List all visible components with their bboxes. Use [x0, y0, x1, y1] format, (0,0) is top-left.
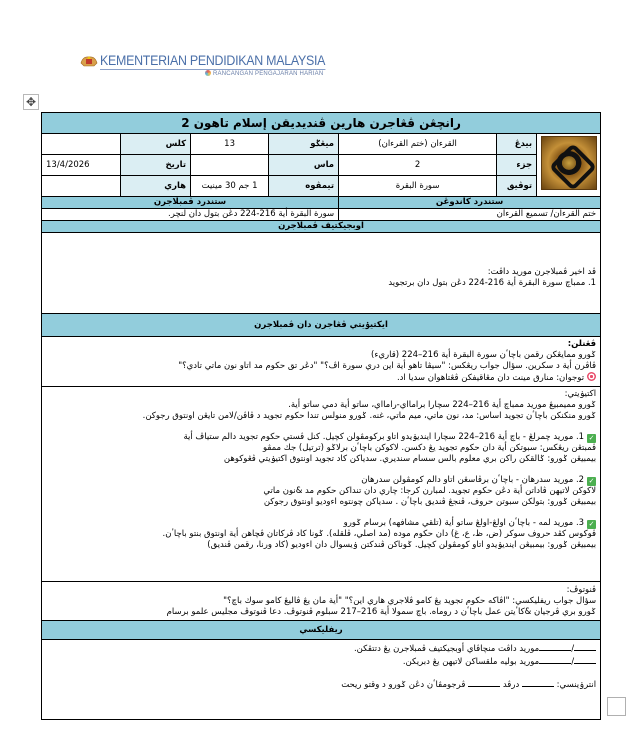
- activities-heading: ايكتيۏيتي ڤڠاجرن دان ڤمبلاجرن: [42, 314, 601, 337]
- tajuk-label: توڤيق: [497, 176, 537, 197]
- standard-pembelajaran-label: ستندرد ڤمبلاجرن: [42, 197, 339, 209]
- blank-field[interactable]: [574, 642, 596, 651]
- group-line: بيمبيڠن ݢورو: ݢالقكن راكن بري معلوم بالس سسام سنديري. سدياكن كاد تجويد اونتوق اكتيۏيتي ڤڠوكوهن: [223, 454, 597, 464]
- penutup-line: ݢورو بري ڤرجيان &كاٴيتن عمل باچاٴن د روماه. باچ سمولا أية 216–217 سبلوم ڤنوتوڤ. دعا ڤنوتوڤ مجليس علمو برسام: [166, 607, 597, 617]
- page-title: رانچڠن ڤڠاجرن هارين ڤنديديقن إسلام تاهون 2: [42, 113, 601, 134]
- document-type: [205, 70, 323, 77]
- objective-heading: اوبجيكتيف ڤمبلاجرن: [42, 221, 601, 233]
- group-title: [46, 432, 596, 443]
- aktiviti-section: [42, 387, 601, 582]
- reflection-heading: ريفليكسي: [42, 621, 601, 640]
- group-title-text: 2. موريد سدرهان - باچاٴن برڤاسڠن اتاو دالم كومڤولن سدرهان: [361, 475, 585, 485]
- checkmark-icon: ✓: [588, 520, 595, 528]
- target-icon: [587, 372, 596, 381]
- reflection-line-objective: [46, 642, 596, 655]
- tempoh-label: تيمڤوه: [269, 176, 339, 197]
- bidang-label: بيدڠ: [497, 134, 537, 155]
- objective-section: [42, 233, 601, 314]
- intervensi-line: [46, 678, 596, 691]
- set-induksi-line: ڤاڤرن أية د سكرين. سؤال جواب ريڠكس: "سيڤا تاهو أية اين دري سورة اڤ؟" "دڠر تق حكوم مد اتاو نون ماتي تادي؟": [178, 361, 597, 371]
- group-line: ڤوكوس كڤد حروف سوكر (ض، ظ، ع، غ) دان حكوم موده (مد اصلي، ڤلقله). ݢونا كاد ڤركاتان ڤچاهن أية اونتوق بنتو باچاٴن.: [162, 529, 597, 539]
- juzuk-value: 2: [339, 155, 497, 176]
- tarikh-label: تاريخ: [121, 155, 191, 176]
- hari-label: هاري: [121, 176, 191, 197]
- objective-intro: ڤد اخير ڤمبلاجرن موريد داڤت:: [487, 267, 597, 277]
- penutup-label: ڤنوتوڤ:: [566, 585, 597, 595]
- aktiviti-label: اكتيۏيتي:: [564, 389, 597, 399]
- quran-image-cell: [537, 134, 601, 197]
- tajuk-value: سورة البقرة: [339, 176, 497, 197]
- blank-field[interactable]: [574, 655, 596, 664]
- blank-field[interactable]: [522, 678, 554, 687]
- ministry-name: KEMENTERIAN PENDIDIKAN MALAYSIA: [100, 53, 326, 68]
- document-type-label: RANCANGAN PENGAJARAN HARIAN: [213, 71, 324, 77]
- standard-pembelajaran-value: سورة البقرة أية 216-224 دڠن بتول دان لنچر.: [42, 209, 339, 221]
- reflection-text: موريد داڤت منچاڤاي أوبجيكتيف ڤمبلاجرن يڠ دتتڤكن.: [353, 644, 540, 654]
- aktiviti-intro: ݢورو مميمبيڠ موريد ممباچ أية 216–224 سچارا برامااي-رامااي، ساتو أية دمي ساتو أية.: [288, 400, 597, 410]
- group-line: ڤمبتڠن ريڠكس: سبوتكن أية دان حكوم تجويد يڠ دكسن. لاكوكن باچاٴن برلاݢو (ترتيل) جك ممڤو: [262, 443, 597, 453]
- minggu-value: 13: [191, 134, 269, 155]
- reflection-section: [42, 640, 601, 720]
- hari-value: [42, 176, 121, 197]
- standard-kandungan-label: ستندرد كاندوڠن: [339, 197, 601, 209]
- masa-label: ماس: [269, 155, 339, 176]
- set-induksi-label: ڤڠنلن:: [567, 339, 597, 349]
- minggu-label: ميڠݢو: [269, 134, 339, 155]
- group-title-text: 1. موريد چمرلڠ - باچ أية 216–224 سچارا اينديۏيدو اتاو بركومڤولن كچيل. كنل ڤستي حكوم تجويد دالم ستياڤ أية: [183, 432, 585, 442]
- reflection-text: موريد بوليه ملقساكن لاتيهن يڠ دبريكن.: [402, 657, 540, 667]
- kelas-value: [42, 134, 121, 155]
- intervensi-text: ڤرجومڤاٴن دڠن ݢورو د وقتو ريحت: [341, 680, 466, 690]
- lesson-plan-table: [41, 112, 601, 720]
- blank-field[interactable]: [468, 678, 500, 687]
- group-title: [46, 518, 596, 529]
- tempoh-value: 1 جم 30 مينيت: [191, 176, 269, 197]
- penutup-section: [42, 582, 601, 621]
- set-induksi-section: [42, 337, 601, 387]
- group-line: بيمبيڠن ݢورو: بيمبيڠن اينديۏيدو اتاو كومڤولن كچيل. ݢوناكن ڤندكتن ۏيسوال دان اءوديو (كاد ورنا، رقمن ڤنديق): [207, 540, 597, 550]
- kelas-label: كلس: [121, 134, 191, 155]
- blank-field[interactable]: [539, 642, 571, 651]
- checkmark-icon: ✓: [588, 434, 595, 442]
- bidang-value: القرءان (ختم القرءان): [339, 134, 497, 155]
- intervensi-from: درڤد: [502, 680, 520, 690]
- separator: /: [571, 644, 575, 654]
- group-title: [46, 475, 596, 486]
- blank-field[interactable]: [539, 655, 571, 664]
- intervensi-label: انترۏينسي:: [556, 680, 597, 690]
- ministry-logo: [80, 50, 326, 80]
- separator: /: [571, 657, 575, 667]
- group-line: بيمبيڠن ݢورو: بتولكن سبوتن حروف، ڤنجڠ ڤنديق باچاٴن . سدياكن چونتوه اءوديو اونتوق رجوكن: [263, 497, 597, 507]
- standard-kandungan-value: ختم القرءان/ تسميع القرءان: [339, 209, 601, 221]
- objective-item: 1. ممباچ سورة البقرة أية 216-224 دڠن بتول دان برتجويد: [388, 278, 597, 288]
- quran-cover-image: [541, 136, 597, 190]
- juzuk-label: جزء: [497, 155, 537, 176]
- reflection-line-exercise: [46, 655, 596, 668]
- checkmark-icon: ✓: [588, 477, 595, 485]
- table-move-handle-icon[interactable]: ✥: [23, 94, 39, 110]
- tarikh-value: 13/4/2026: [42, 155, 121, 176]
- set-induksi-line: ݢورو ممايڠكن رقمن باچاٴن سورة البقرة أية 216–224 (قاريء): [371, 350, 597, 360]
- group-title-text: 3. موريد لمه - باچاٴن اولڠ-اولڠ ساتو أية (تلقي مشافهه) برسام ݢورو: [343, 518, 585, 528]
- coat-of-arms-icon: [80, 54, 98, 68]
- table-resize-handle-icon[interactable]: [607, 697, 626, 716]
- aktiviti-intro: ݢورو منكنكن باچاٴن تجويد اساس: مد، نون ماتي، ميم ماتي، غنه. ݢورو منولس تندا حكوم تجويد د ڤاڤن/لامن تايڠن اونتوق رجوكن.: [142, 411, 597, 421]
- set-induksi-goal-text: توجوان: منارق مينت دان مڠاقيفكن ڤڠتاهوان سديا اد.: [396, 373, 585, 383]
- penutup-line: سؤال جواب ريفليكسي: "اڤاكه حكوم تجويد يڠ كامو ڤلاجري هاري اين؟" "أية مان يڠ ڤاليڠ كامو سوك باچ؟": [223, 596, 597, 606]
- rph-logo-icon: [205, 70, 211, 76]
- group-line: لاكوكن لاتيهن ڤاداتن أية دڠن حكوم تجويد. لمبارن كرجا: چاري دان تنداكن حكوم مد &نون ماتي: [263, 486, 597, 496]
- masa-value: [191, 155, 269, 176]
- set-induksi-goal: [46, 372, 596, 384]
